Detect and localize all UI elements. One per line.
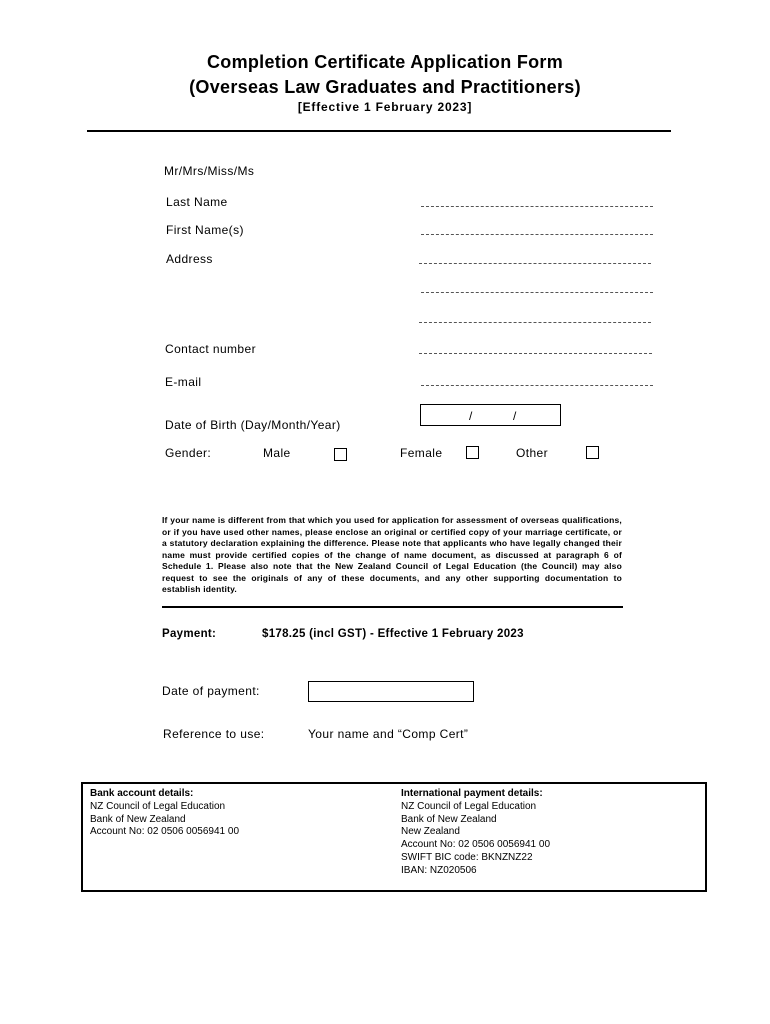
email-field[interactable]	[421, 385, 653, 386]
reference-value: Your name and “Comp Cert”	[308, 727, 469, 741]
gender-female-label: Female	[400, 446, 443, 460]
international-bank-heading: International payment details:	[401, 788, 543, 799]
form-title-line2: (Overseas Law Graduates and Practitioners)	[189, 77, 581, 97]
first-name-label: First Name(s)	[166, 223, 244, 237]
payment-date-input[interactable]	[308, 681, 474, 702]
reference-label: Reference to use:	[163, 727, 265, 741]
address-line-2-field[interactable]	[421, 292, 653, 293]
note-divider	[162, 606, 623, 608]
gender-male-checkbox[interactable]	[334, 448, 347, 461]
effective-date: [Effective 1 February 2023]	[297, 100, 473, 114]
international-bank-line: Bank of New Zealand	[401, 813, 497, 825]
international-bank-line: Account No: 02 0506 0056941 00	[401, 839, 551, 851]
local-bank-line: Bank of New Zealand	[90, 813, 186, 825]
gender-other-checkbox[interactable]	[586, 446, 599, 459]
local-bank-heading: Bank account details:	[90, 788, 194, 799]
salutation-label: Mr/Mrs/Miss/Ms	[164, 164, 255, 178]
last-name-label: Last Name	[166, 195, 228, 209]
payment-label: Payment:	[162, 628, 217, 640]
dob-separator: /	[469, 409, 473, 423]
local-bank-details	[90, 788, 239, 839]
gender-other-label: Other	[516, 446, 549, 460]
contact-number-label: Contact number	[165, 342, 256, 356]
international-bank-line: SWIFT BIC code: BKNZNZ22	[401, 851, 533, 863]
name-change-note: If your name is different from that which you used for application for assessment of overseas qualifications, or if you have used other names, please enclose an original or certified copy of your marriage certificate, or a statutory declaration explaining the difference. Please note that applicants who have legally changed their name must provide certified copies of the change of name document, as discussed at paragraph 6 of Schedule 1. Please also note that the New Zealand Council of Legal Education (the Council) may also request to see the originals of any of these documents, and any other supporting documentation to establish identity.	[162, 515, 622, 594]
dob-label: Date of Birth (Day/Month/Year)	[165, 418, 341, 432]
email-label: E-mail	[165, 375, 202, 389]
payment-amount: $178.25 (incl GST) - Effective 1 February 2023	[262, 628, 524, 640]
international-bank-line: IBAN: NZ020506	[401, 864, 477, 876]
form-title-line1: Completion Certificate Application Form	[206, 52, 564, 72]
last-name-field[interactable]	[421, 206, 653, 207]
international-bank-details	[401, 788, 550, 878]
dob-input[interactable]	[420, 404, 561, 426]
contact-number-field[interactable]	[419, 353, 652, 354]
international-bank-line: NZ Council of Legal Education	[401, 800, 537, 812]
local-bank-line: Account No: 02 0506 0056941 00	[90, 826, 240, 838]
address-line-1-field[interactable]	[419, 263, 651, 264]
first-name-field[interactable]	[421, 234, 653, 235]
address-line-3-field[interactable]	[419, 322, 651, 323]
international-bank-line: New Zealand	[401, 826, 460, 838]
local-bank-line: NZ Council of Legal Education	[90, 800, 226, 812]
gender-male-label: Male	[263, 446, 291, 460]
dob-separator: /	[513, 409, 517, 423]
payment-date-label: Date of payment:	[162, 684, 260, 698]
header-divider	[87, 130, 671, 132]
gender-female-checkbox[interactable]	[466, 446, 479, 459]
gender-label: Gender:	[165, 446, 212, 460]
bank-details-box	[81, 782, 707, 892]
address-label: Address	[166, 252, 213, 266]
